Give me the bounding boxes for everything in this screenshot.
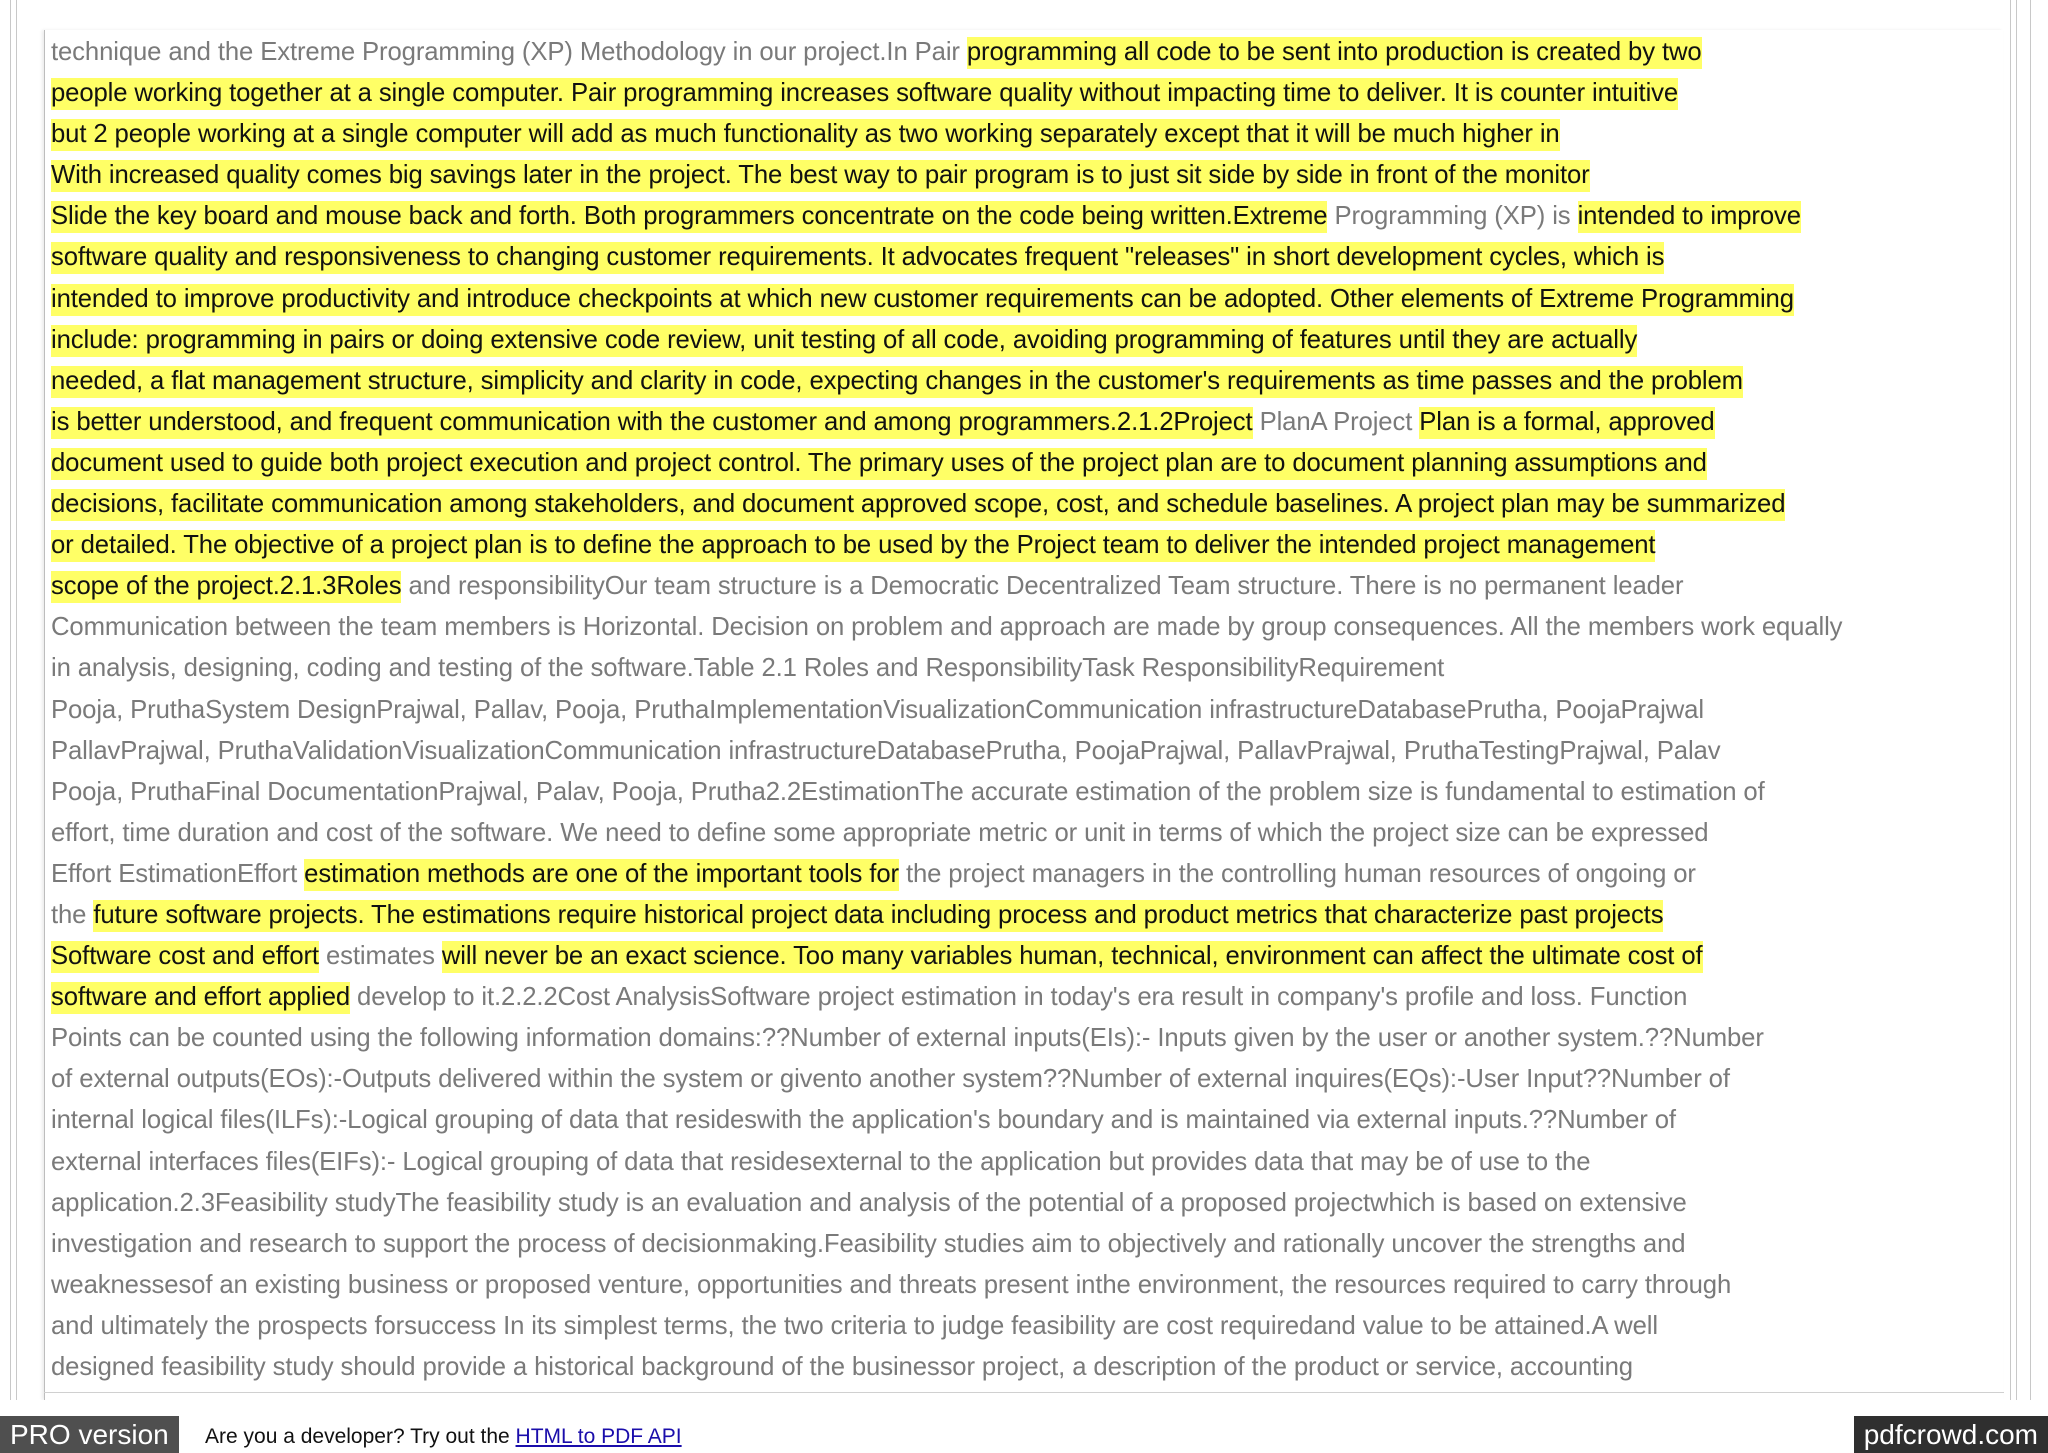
plain-text: technique and the Extreme Programming (XP) Methodology in our project.In Pair [51, 38, 967, 66]
text-line [51, 978, 2001, 1019]
text-line [51, 814, 2001, 855]
plain-text: and responsibilityOur team structure is a Democratic Decentralized Team structure. There is no permanent leader [401, 572, 1684, 601]
text-line [51, 362, 2001, 403]
text-line [51, 691, 2001, 732]
page-bottom-edge [44, 1392, 2004, 1393]
text-line [51, 403, 2001, 444]
text-line [51, 1060, 2001, 1101]
text-line [51, 855, 2001, 896]
highlighted-text: intended to improve [1578, 201, 1801, 233]
text-line [51, 74, 2001, 115]
plain-text: Pooja, PruthaSystem DesignPrajwal, Pallav, Pooja, PruthaImplementationVisualizationCommunication infrastructureDatabasePrutha, PoojaPrajwal [51, 695, 1704, 724]
text-line [51, 115, 2001, 156]
highlighted-text: will never be an exact science. Too many variables human, technical, environment can affect the ultimate cost of [442, 941, 1703, 973]
highlighted-text: is better understood, and frequent communication with the customer and among programmers.2.1.2Project [51, 407, 1253, 439]
text-line [51, 1225, 2001, 1266]
highlighted-text: or detailed. The objective of a project plan is to define the approach to be used by the Project team to deliver the intended project management [51, 530, 1655, 562]
plain-text: estimates [318, 942, 442, 971]
highlighted-text: Plan is a formal, approved [1419, 407, 1714, 439]
plain-text: Communication between the team members is Horizontal. Decision on problem and approach are made by group consequences. All the members work equally [51, 613, 1843, 642]
highlighted-text: people working together at a single computer. Pair programming increases software quality without impacting time to deliver. It is counter intuitive [51, 78, 1678, 110]
developer-prompt-text: Are you a developer? Try out the [205, 1425, 516, 1448]
document-text-body [51, 33, 2001, 1389]
plain-text: Points can be counted using the following information domains:??Number of external inputs(EIs):- Inputs given by the user or another system.??Number [51, 1024, 1764, 1053]
highlighted-text: software quality and responsiveness to changing customer requirements. It advocates frequent "releases" in short development cycles, which is [51, 242, 1664, 274]
html-to-pdf-api-link[interactable]: HTML to PDF API [515, 1425, 682, 1448]
plain-text: of external outputs(EOs):-Outputs delivered within the system or givento another system??Number of external inquires(EQs):-User Input??Number of [51, 1065, 1730, 1094]
highlighted-text: Software cost and effort [51, 941, 319, 973]
plain-text: and ultimately the prospects forsuccess In its simplest terms, the two criteria to judge feasibility are cost requiredand value to be attained.A well [51, 1311, 1658, 1340]
highlighted-text: With increased quality comes big savings later in the project. The best way to pair program is to just sit side by side in front of the monitor [51, 160, 1590, 192]
plain-text: external interfaces files(EIFs):- Logical grouping of data that residesexternal to the application but provides data that may be of use to the [51, 1147, 1591, 1176]
text-line [51, 238, 2001, 279]
highlighted-text: needed, a flat management structure, simplicity and clarity in code, expecting changes in the customer's requirements as time passes and the problem [51, 366, 1743, 398]
text-line [51, 1348, 2001, 1389]
text-line [51, 156, 2001, 197]
highlighted-text: but 2 people working at a single computer will add as much functionality as two working separately except that it will be much higher in [51, 119, 1560, 151]
plain-text: the [51, 900, 94, 929]
text-line [51, 1143, 2001, 1184]
left-margin-rule-inner [16, 0, 17, 1400]
text-line [51, 280, 2001, 321]
plain-text: in analysis, designing, coding and testing of the software.Table 2.1 Roles and ResponsibilityTask ResponsibilityRequirement [51, 654, 1445, 683]
plain-text: designed feasibility study should provide a historical background of the businessor project, a description of the product or service, accounting [51, 1353, 1633, 1381]
plain-text: develop to it.2.2.2Cost AnalysisSoftware project estimation in today's era result in company's profile and loss. Function [350, 983, 1688, 1012]
text-line [51, 732, 2001, 773]
developer-prompt [205, 1424, 682, 1450]
text-line [51, 773, 2001, 814]
right-margin-rule [2010, 0, 2011, 1400]
highlighted-text: software and effort applied [51, 982, 350, 1014]
plain-text: Effort EstimationEffort [51, 859, 305, 888]
text-line [51, 1307, 2001, 1348]
text-line [51, 1266, 2001, 1307]
right-edge-rule [2030, 0, 2031, 1400]
plain-text: Pooja, PruthaFinal DocumentationPrajwal, Palav, Pooja, Prutha2.2EstimationThe accurate estimation of the problem size is fundamental to estimation of [51, 777, 1765, 806]
text-line [51, 1184, 2001, 1225]
plain-text: investigation and research to support the process of decisionmaking.Feasibility studies aim to objectively and rationally uncover the strengths and [51, 1229, 1686, 1258]
highlighted-text: programming all code to be sent into production is created by two [967, 37, 1702, 69]
right-margin-rule-inner [2016, 0, 2017, 1400]
highlighted-text: future software projects. The estimations require historical project data including process and product metrics that characterize past projects [93, 900, 1663, 932]
plain-text: PallavPrajwal, PruthaValidationVisualizationCommunication infrastructureDatabasePrutha, PoojaPrajwal, PallavPrajwal, PruthaTestingPrajwal, Palav [51, 736, 1721, 765]
text-line [51, 33, 2001, 74]
text-line [51, 937, 2001, 978]
text-line [51, 485, 2001, 526]
plain-text: PlanA Project [1252, 407, 1420, 436]
text-line [51, 197, 2001, 238]
highlighted-text: intended to improve productivity and introduce checkpoints at which new customer requirements can be adopted. Other elements of Extreme Programming [51, 284, 1794, 316]
plain-text: weaknessesof an existing business or proposed venture, opportunities and threats present inthe environment, the resources required to carry through [51, 1270, 1732, 1299]
plain-text: application.2.3Feasibility studyThe feasibility study is an evaluation and analysis of the potential of a proposed projectwhich is based on extensive [51, 1188, 1687, 1217]
highlighted-text: scope of the project.2.1.3Roles [51, 571, 401, 603]
highlighted-text: estimation methods are one of the important tools for [304, 859, 899, 891]
left-margin-rule [10, 0, 11, 1400]
text-line [51, 567, 2001, 608]
highlighted-text: document used to guide both project execution and project control. The primary uses of the project plan are to document planning assumptions and [51, 448, 1707, 480]
highlighted-text: decisions, facilitate communication among stakeholders, and document approved scope, cost, and schedule baselines. A project plan may be summarized [51, 489, 1785, 521]
text-line [51, 896, 2001, 937]
plain-text: the project managers in the controlling human resources of ongoing or [898, 859, 1696, 888]
text-line [51, 1101, 2001, 1142]
text-line [51, 608, 2001, 649]
plain-text: Programming (XP) is [1327, 202, 1578, 231]
text-line [51, 649, 2001, 690]
highlighted-text: Slide the key board and mouse back and forth. Both programmers concentrate on the code being written.Extreme [51, 201, 1327, 233]
text-line [51, 321, 2001, 362]
pdfcrowd-brand: pdfcrowd.com [1854, 1416, 2048, 1453]
text-line [51, 526, 2001, 567]
plain-text: internal logical files(ILFs):-Logical grouping of data that resideswith the application's boundary and is maintained via external inputs.??Number of [51, 1106, 1676, 1135]
plain-text: effort, time duration and cost of the software. We need to define some appropriate metric or unit in terms of which the project size can be expressed [51, 818, 1709, 847]
text-line [51, 444, 2001, 485]
pro-version-badge: PRO version [0, 1416, 179, 1453]
highlighted-text: include: programming in pairs or doing extensive code review, unit testing of all code, avoiding programming of features until they are actually [51, 325, 1637, 357]
pdfcrowd-footer-bar [0, 1400, 2048, 1453]
text-line [51, 1019, 2001, 1060]
